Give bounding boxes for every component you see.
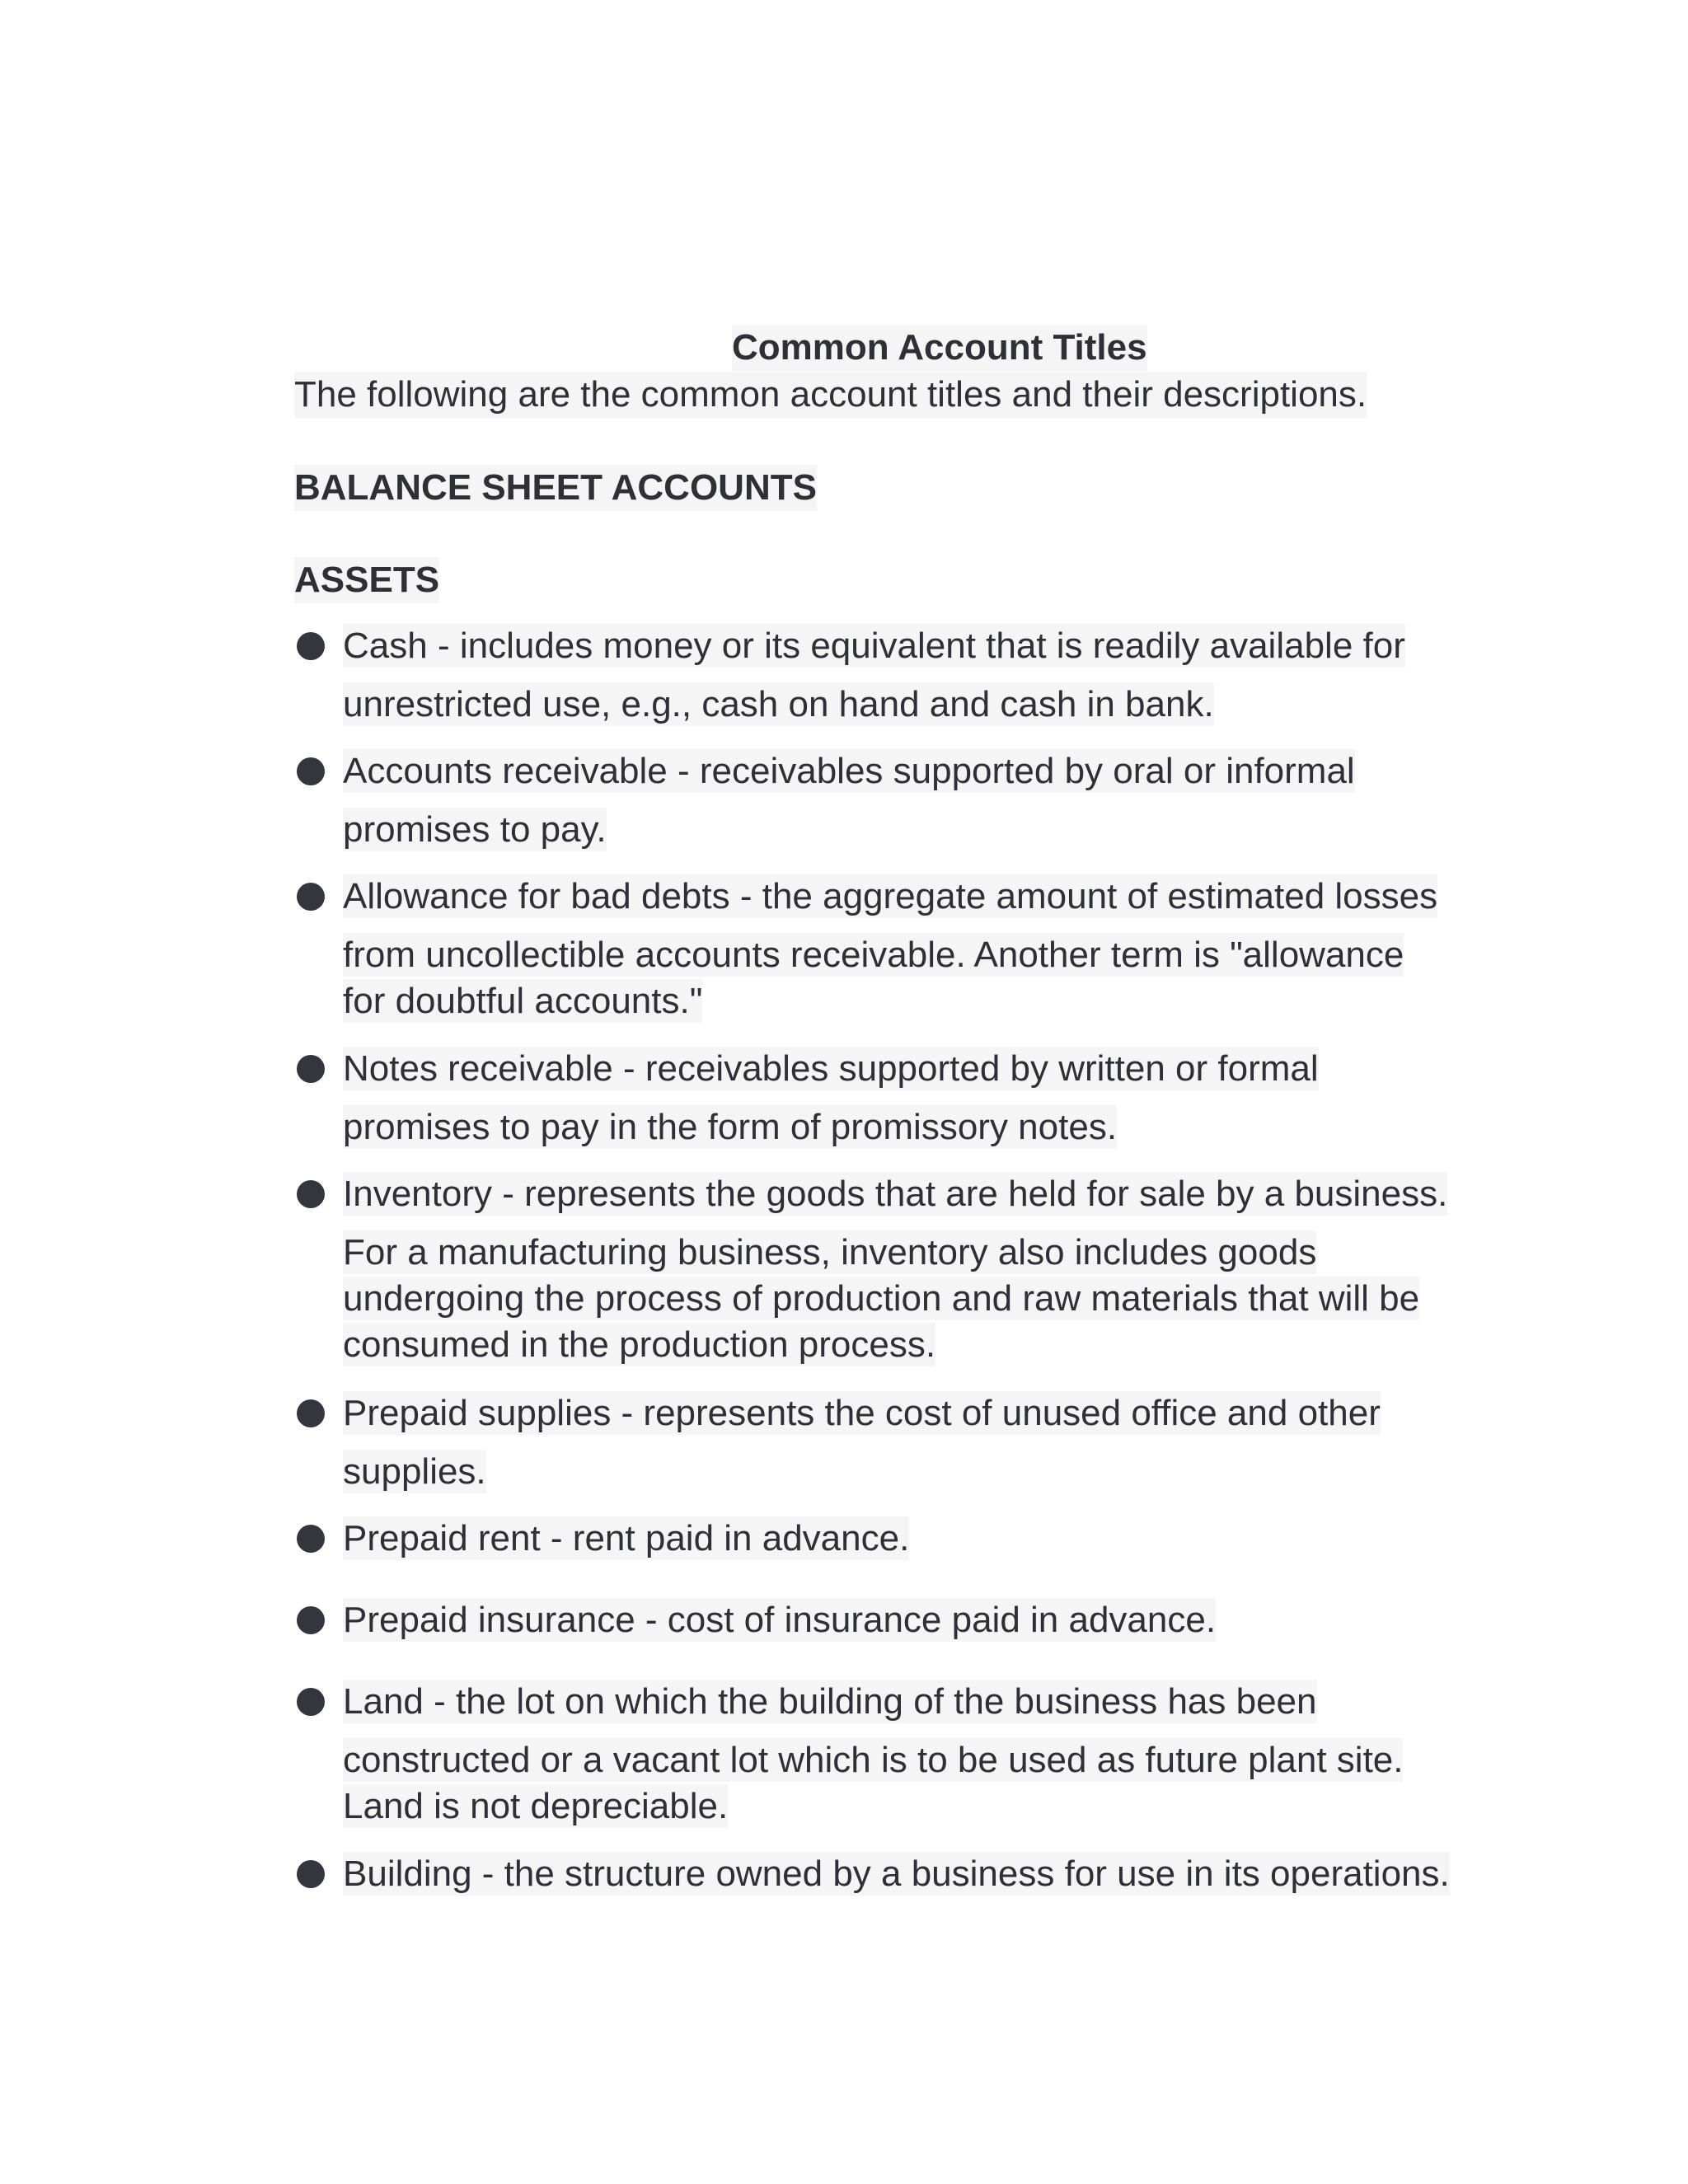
list-item-text: [343, 1451, 486, 1493]
list-item-text-span: Cash - includes money or its equivalent that is readily available for: [343, 626, 1405, 666]
list-item-text: [343, 808, 607, 851]
list-item-text: [343, 1680, 1317, 1723]
bullet-icon: [297, 1860, 325, 1888]
list-item-text-span: Prepaid insurance - cost of insurance paid in advance.: [343, 1600, 1217, 1640]
list-item-text-span: consumed in the production process.: [343, 1324, 936, 1365]
list-item-text-span: Land is not depreciable.: [343, 1786, 729, 1826]
list-item-text-span: Prepaid rent - rent paid in advance.: [343, 1518, 910, 1558]
list-item-text: [343, 934, 1404, 977]
subsection-heading: ASSETS: [294, 557, 439, 603]
list-item-text-span: Allowance for bad debts - the aggregate amount of estimated losses: [343, 876, 1438, 916]
list-item-text: [343, 683, 1214, 726]
list-item-text: [343, 1785, 728, 1828]
bullet-icon: [297, 1055, 325, 1083]
list-item-text-span: promises to pay.: [343, 809, 607, 850]
intro-text: The following are the common account titles and their descriptions.: [294, 372, 1367, 418]
bullet-icon: [297, 883, 325, 911]
bullet-icon: [297, 1180, 325, 1208]
list-item-text-span: undergoing the process of production and raw materials that will be: [343, 1278, 1420, 1319]
document-title: Common Account Titles: [732, 325, 1147, 371]
list-item-text-span: unrestricted use, e.g., cash on hand and cash in bank.: [343, 684, 1214, 724]
list-item-text: [343, 1047, 1319, 1090]
list-item-text-span: Inventory - represents the goods that are held for sale by a business.: [343, 1174, 1448, 1214]
list-item-text: [343, 1106, 1117, 1149]
bullet-icon: [297, 1688, 325, 1716]
list-item-text-span: Prepaid supplies - represents the cost of unused office and other: [343, 1393, 1381, 1433]
list-item-text-span: from uncollectible accounts receivable. Another term is "allowance: [343, 935, 1404, 975]
list-item-text: [343, 1324, 935, 1366]
bullet-icon: [297, 757, 325, 785]
list-item-text-span: supplies.: [343, 1451, 486, 1492]
list-item-text: [343, 1173, 1447, 1216]
bullet-icon: [297, 1399, 325, 1427]
list-item-text: [343, 1853, 1450, 1896]
list-item-text-span: Notes receivable - receivables supported by written or formal: [343, 1048, 1319, 1089]
section-heading: BALANCE SHEET ACCOUNTS: [294, 465, 817, 511]
list-item-text-span: constructed or a vacant lot which is to be used as future plant site.: [343, 1740, 1404, 1780]
list-item-text-span: For a manufacturing business, inventory also includes goods: [343, 1232, 1317, 1272]
list-item-text: [343, 1392, 1381, 1435]
list-item-text-span: Building - the structure owned by a business for use in its operations.: [343, 1854, 1450, 1894]
list-item-text: [343, 750, 1355, 793]
list-item-text: [343, 1739, 1403, 1782]
list-item-text-span: for doubtful accounts.": [343, 981, 703, 1021]
list-item-text: [343, 875, 1437, 918]
list-item-text: [343, 1599, 1216, 1642]
list-item-text: [343, 625, 1405, 668]
list-item-text-span: Accounts receivable - receivables supported by oral or informal: [343, 751, 1355, 791]
bullet-icon: [297, 1606, 325, 1634]
bullet-icon: [297, 1525, 325, 1553]
list-item-text-span: Land - the lot on which the building of the business has been: [343, 1681, 1317, 1722]
list-item-text: [343, 1231, 1316, 1274]
list-item-text: [343, 980, 702, 1023]
list-item-text: [343, 1517, 909, 1560]
list-item-text-span: promises to pay in the form of promissory notes.: [343, 1107, 1118, 1147]
bullet-icon: [297, 632, 325, 660]
list-item-text: [343, 1277, 1419, 1320]
